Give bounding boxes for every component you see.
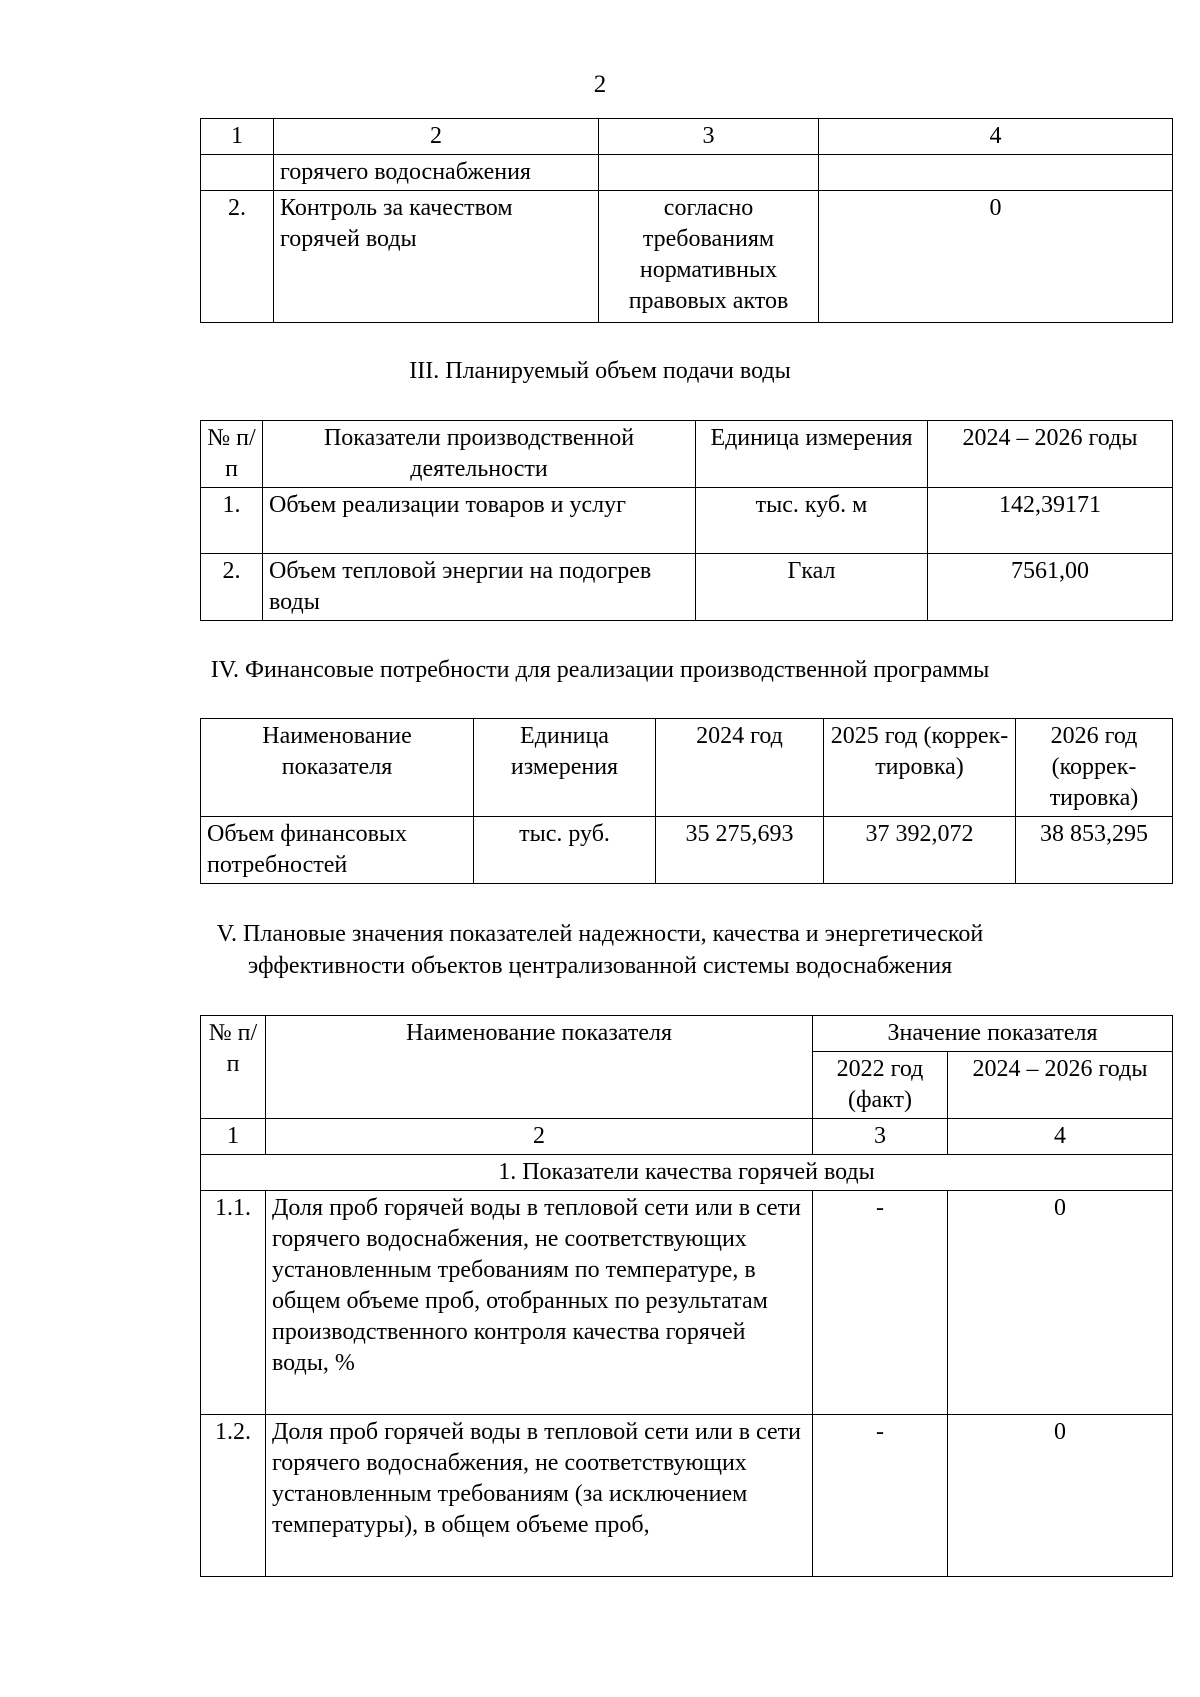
row-number: 1. (201, 488, 263, 554)
column-number-row (201, 1119, 1173, 1155)
table-header-row (201, 1016, 1173, 1052)
header-num: № п/п (201, 421, 263, 488)
row-number: 2. (201, 191, 274, 323)
value-cell: 142,39171 (928, 488, 1173, 554)
header-name: Показатели производственной деятельности (263, 421, 696, 488)
plan-value: 0 (948, 1415, 1173, 1577)
header-cell: 4 (819, 119, 1173, 155)
fact-value: - (813, 1191, 948, 1415)
header-cell: 3 (599, 119, 819, 155)
plan-value: 0 (948, 1191, 1173, 1415)
section-5-title-line2: эффективности объектов централизованной системы водоснабжения (247, 953, 953, 979)
indicator-name: горячего водоснабжения (274, 155, 599, 191)
fact-value: - (813, 1415, 948, 1577)
column-number: 4 (948, 1119, 1173, 1155)
header-2025: 2025 год (коррек-тировка) (824, 719, 1016, 817)
header-2024: 2024 год (656, 719, 824, 817)
table-row (201, 1191, 1173, 1415)
table-header-row (201, 119, 1173, 155)
row-number: 2. (201, 554, 263, 621)
unit-cell: Гкал (696, 554, 928, 621)
header-cell: 1 (201, 119, 274, 155)
indicator-name: Объем реализации товаров и услуг (263, 488, 696, 554)
section-3-title: III. Планируемый объем подачи воды (409, 358, 791, 384)
section-4-title: IV. Финансовые потребности для реализации производственной программы (210, 657, 990, 683)
page-number: 2 (593, 71, 607, 98)
continuation-table (200, 118, 1173, 323)
water-supply-volume-table (200, 420, 1173, 621)
section-5-title-line1: V. Плановые значения показателей надежности, качества и энергетической (216, 921, 984, 947)
header-unit: Единица измерения (474, 719, 656, 817)
row-number: 1.1. (201, 1191, 266, 1415)
table-row (201, 554, 1173, 621)
indicators-table (200, 1015, 1173, 1577)
table-header-row (201, 719, 1173, 817)
header-name: Наименование показателя (266, 1016, 813, 1119)
value-cell (819, 155, 1173, 191)
header-period: 2024 – 2026 годы (928, 421, 1173, 488)
header-unit: Единица измерения (696, 421, 928, 488)
indicator-name: Объем тепловой энергии на подогрев воды (263, 554, 696, 621)
column-number: 3 (813, 1119, 948, 1155)
method-cell: согласно требованиям нормативных правовых актов (599, 191, 819, 323)
value-2024: 35 275,693 (656, 817, 824, 884)
value-2025: 37 392,072 (824, 817, 1016, 884)
header-name: Наименование показателя (201, 719, 474, 817)
table-row (201, 488, 1173, 554)
indicator-name: Доля проб горячей воды в тепловой сети или в сети горячего водоснабжения, не соответствующих установленным требованиям по температуре, в общем объеме проб, отобранных по результатам производственного контроля качества горячей воды, % (266, 1191, 813, 1415)
unit-cell: тыс. руб. (474, 817, 656, 884)
header-2026: 2026 год (коррек-тировка) (1016, 719, 1173, 817)
financial-needs-table (200, 718, 1173, 884)
header-value-group: Значение показателя (813, 1016, 1173, 1052)
indicator-name: Контроль за качеством горячей воды (274, 191, 599, 323)
group-row (201, 1155, 1173, 1191)
value-2026: 38 853,295 (1016, 817, 1173, 884)
group-title: 1. Показатели качества горячей воды (201, 1155, 1173, 1191)
header-period: 2024 – 2026 годы (948, 1052, 1173, 1119)
indicator-name: Доля проб горячей воды в тепловой сети или в сети горячего водоснабжения, не соответствующих установленным требованиям (за исключением температуры), в общем объеме проб, (266, 1415, 813, 1577)
table-row (201, 817, 1173, 884)
indicator-name: Объем финансовых потребностей (201, 817, 474, 884)
table-row (201, 191, 1173, 323)
method-cell (599, 155, 819, 191)
value-cell: 7561,00 (928, 554, 1173, 621)
header-cell: 2 (274, 119, 599, 155)
row-number: 1.2. (201, 1415, 266, 1577)
table-header-row (201, 421, 1173, 488)
table-row (201, 1415, 1173, 1577)
header-num: № п/п (201, 1016, 266, 1119)
header-2022: 2022 год (факт) (813, 1052, 948, 1119)
column-number: 2 (266, 1119, 813, 1155)
column-number: 1 (201, 1119, 266, 1155)
row-number (201, 155, 274, 191)
value-cell: 0 (819, 191, 1173, 323)
unit-cell: тыс. куб. м (696, 488, 928, 554)
table-row (201, 155, 1173, 191)
